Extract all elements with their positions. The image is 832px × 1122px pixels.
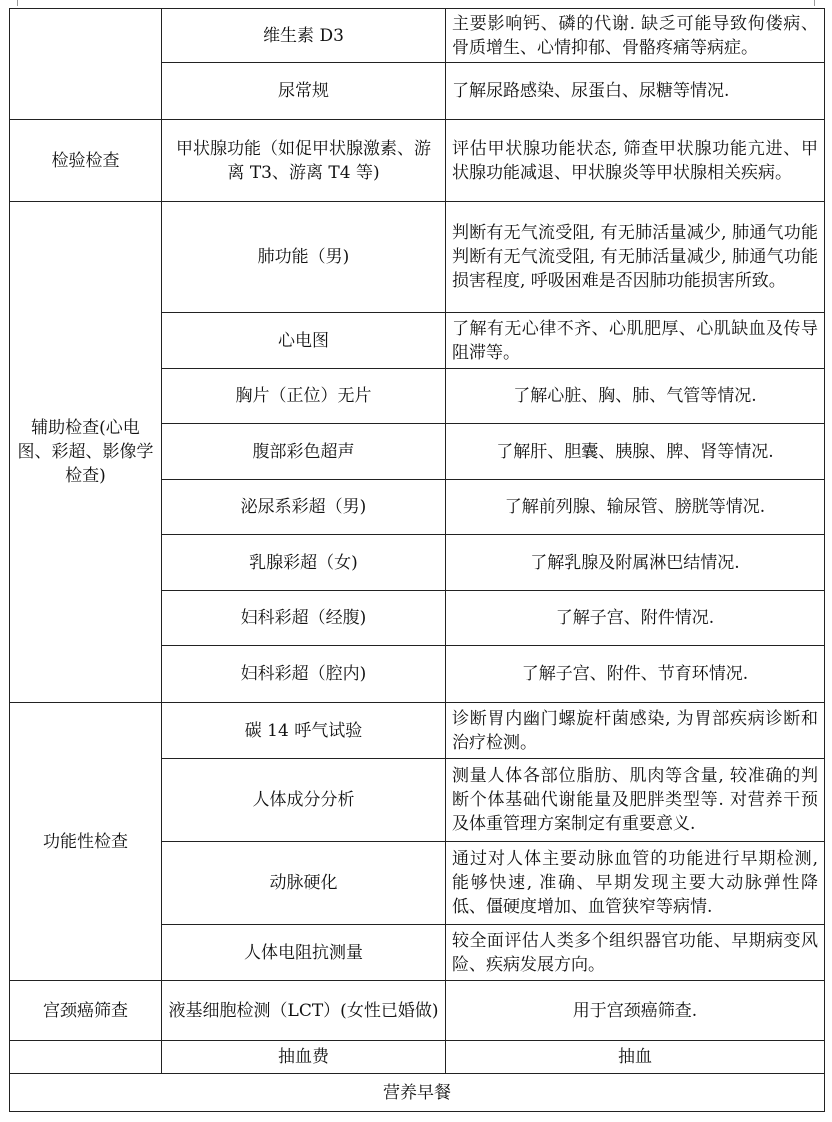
item-name: 动脉硬化 [162,842,446,925]
table-row [10,703,825,759]
item-name: 液基细胞检测（LCT）(女性已婚做) [162,981,446,1041]
item-name: 胸片（正位）无片 [162,369,446,424]
item-name: 妇科彩超（经腹) [162,591,446,646]
page-corner-mark-right [814,0,824,6]
item-name: 乳腺彩超（女) [162,535,446,591]
item-name: 碳 14 呼气试验 [162,703,446,759]
item-name: 腹部彩色超声 [162,424,446,480]
exam-items-table [9,8,825,1112]
item-description: 了解子宫、附件、节育环情况. [446,646,825,703]
item-description: 通过对人体主要动脉血管的功能进行早期检测, 能够快速, 准确、早期发现主要大动脉弹性降低、僵硬度增加、血管狭窄等病情. [446,842,825,925]
item-description: 了解前列腺、输尿管、膀胱等情况. [446,480,825,535]
item-description: 用于宫颈癌筛查. [446,981,825,1041]
table-row [10,1074,825,1112]
item-description: 了解心脏、胸、肺、气管等情况. [446,369,825,424]
category-cell: 辅助检查(心电图、彩超、影像学检查) [10,202,162,703]
item-description: 了解有无心律不齐、心肌肥厚、心肌缺血及传导阻滞等。 [446,313,825,369]
category-cell: 宫颈癌筛查 [10,981,162,1041]
item-description: 了解肝、胆囊、胰腺、脾、肾等情况. [446,424,825,480]
item-name: 妇科彩超（腔内) [162,646,446,703]
category-cell: 功能性检查 [10,703,162,981]
item-description: 测量人体各部位脂肪、肌肉等含量, 较准确的判断个体基础代谢能量及肥胖类型等. 对营养干预及体重管理方案制定有重要意义. [446,759,825,842]
table-row [10,1041,825,1074]
table-row [10,120,825,202]
footer-row-label: 营养早餐 [10,1074,825,1112]
category-cell [10,1041,162,1074]
item-description: 了解尿路感染、尿蛋白、尿糖等情况. [446,63,825,120]
item-name: 维生素 D3 [162,9,446,63]
item-description: 主要影响钙、磷的代谢. 缺乏可能导致佝偻病、骨质增生、心情抑郁、骨骼疼痛等病症。 [446,9,825,63]
item-name: 人体成分分析 [162,759,446,842]
item-name: 人体电阻抗测量 [162,925,446,981]
item-name: 肺功能（男) [162,202,446,313]
table-row [10,981,825,1041]
item-description: 抽血 [446,1041,825,1074]
item-description: 判断有无气流受阻, 有无肺活量减少, 肺通气功能判断有无气流受阻, 有无肺活量减少, 肺通气功能损害程度, 呼吸困难是否因肺功能损害所致。 [446,202,825,313]
category-cell [10,9,162,120]
category-cell: 检验检查 [10,120,162,202]
item-name: 心电图 [162,313,446,369]
item-description: 评估甲状腺功能状态, 筛查甲状腺功能亢进、甲状腺功能减退、甲状腺炎等甲状腺相关疾病。 [446,120,825,202]
item-name: 抽血费 [162,1041,446,1074]
table-row [10,9,825,63]
item-name: 尿常规 [162,63,446,120]
item-name: 泌尿系彩超（男) [162,480,446,535]
table-row [10,202,825,313]
item-name: 甲状腺功能（如促甲状腺激素、游离 T3、游离 T4 等) [162,120,446,202]
item-description: 诊断胃内幽门螺旋杆菌感染, 为胃部疾病诊断和治疗检测。 [446,703,825,759]
item-description: 了解乳腺及附属淋巴结情况. [446,535,825,591]
page-corner-mark-left [8,0,18,6]
item-description: 较全面评估人类多个组织器官功能、早期病变风险、疾病发展方向。 [446,925,825,981]
item-description: 了解子宫、附件情况. [446,591,825,646]
